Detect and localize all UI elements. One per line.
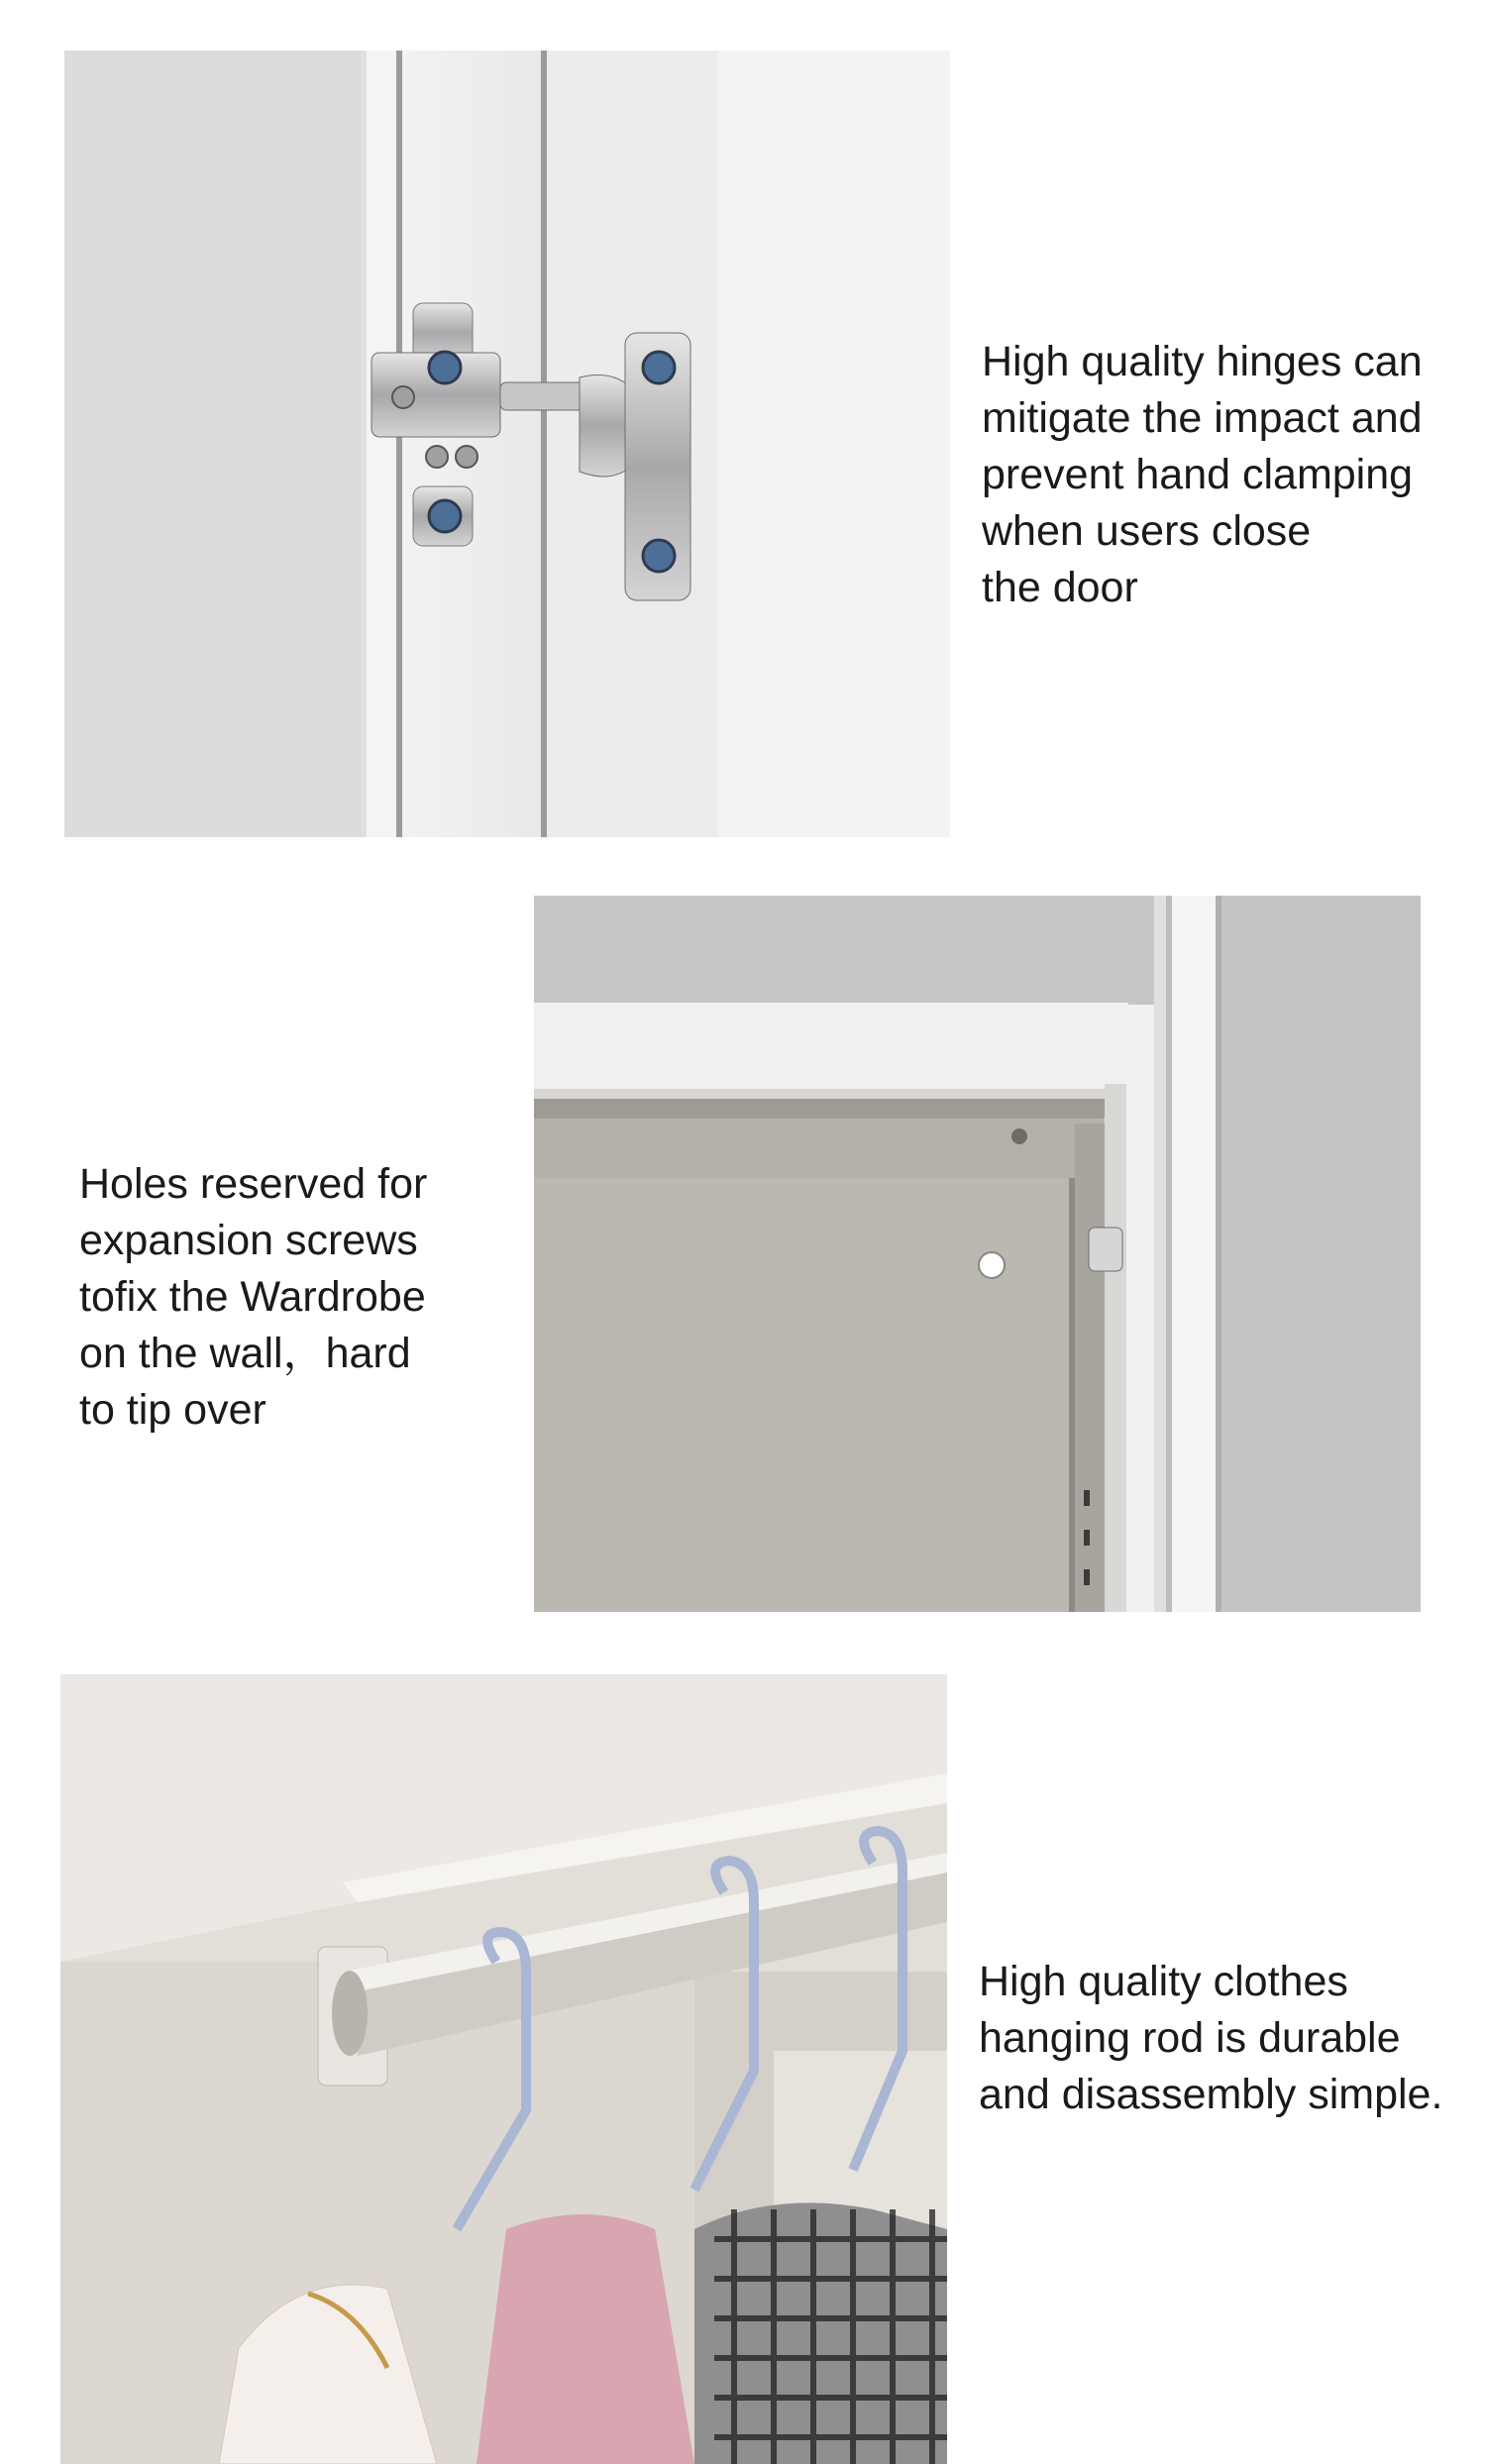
hanging-rod-caption-line-3: and disassembly simple. bbox=[979, 2071, 1443, 2118]
wardrobe-interior-photo bbox=[534, 896, 1421, 1612]
wardrobe-interior-photo-icon bbox=[534, 896, 1421, 1612]
hinge-photo bbox=[64, 51, 950, 837]
hinge-caption-line-3: prevent hand clamping bbox=[982, 451, 1414, 498]
wall-holes-caption-line-4: on the wall，hard bbox=[79, 1330, 411, 1377]
hinge-caption-line-2: mitigate the impact and bbox=[982, 394, 1423, 442]
wall-holes-caption-line-3: tofix the Wardrobe bbox=[79, 1273, 426, 1321]
hinge-caption-line-5: the door bbox=[982, 564, 1138, 611]
wall-holes-caption-line-2: expansion screws bbox=[79, 1217, 418, 1264]
wall-holes-caption bbox=[79, 1156, 427, 1439]
hinge-caption-line-4: when users close bbox=[982, 507, 1312, 555]
hanging-rod-caption-line-2: hanging rod is durable bbox=[979, 2014, 1401, 2062]
cabinet-hinge-photo-icon bbox=[64, 51, 950, 837]
hanging-rod-caption-line-1: High quality clothes bbox=[979, 1958, 1348, 2005]
wall-holes-caption-line-5: to tip over bbox=[79, 1386, 266, 1434]
hanging-rod-caption bbox=[979, 1954, 1442, 2123]
hanging-rod-photo-icon bbox=[60, 1674, 947, 2464]
hinge-caption bbox=[982, 334, 1423, 616]
hanging-rod-photo bbox=[60, 1674, 947, 2464]
wall-holes-caption-line-1: Holes reserved for bbox=[79, 1160, 428, 1208]
hinge-caption-line-1: High quality hinges can bbox=[982, 338, 1423, 385]
